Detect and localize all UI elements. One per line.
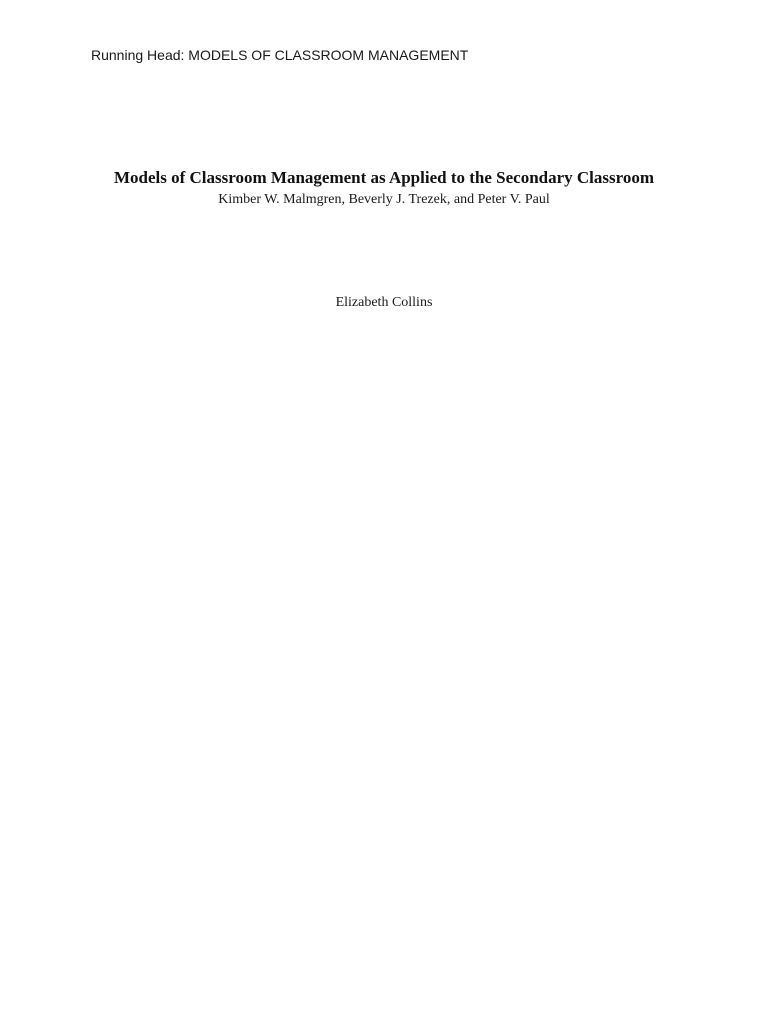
student-name: Elizabeth Collins bbox=[335, 295, 433, 310]
authors-line: Kimber W. Malmgren, Beverly J. Trezek, and Peter V. Paul bbox=[218, 192, 550, 207]
running-head: Running Head: MODELS OF CLASSROOM MANAGEMENT bbox=[91, 47, 469, 63]
document-title: Models of Classroom Management as Applied to the Secondary Classroom bbox=[113, 168, 655, 187]
